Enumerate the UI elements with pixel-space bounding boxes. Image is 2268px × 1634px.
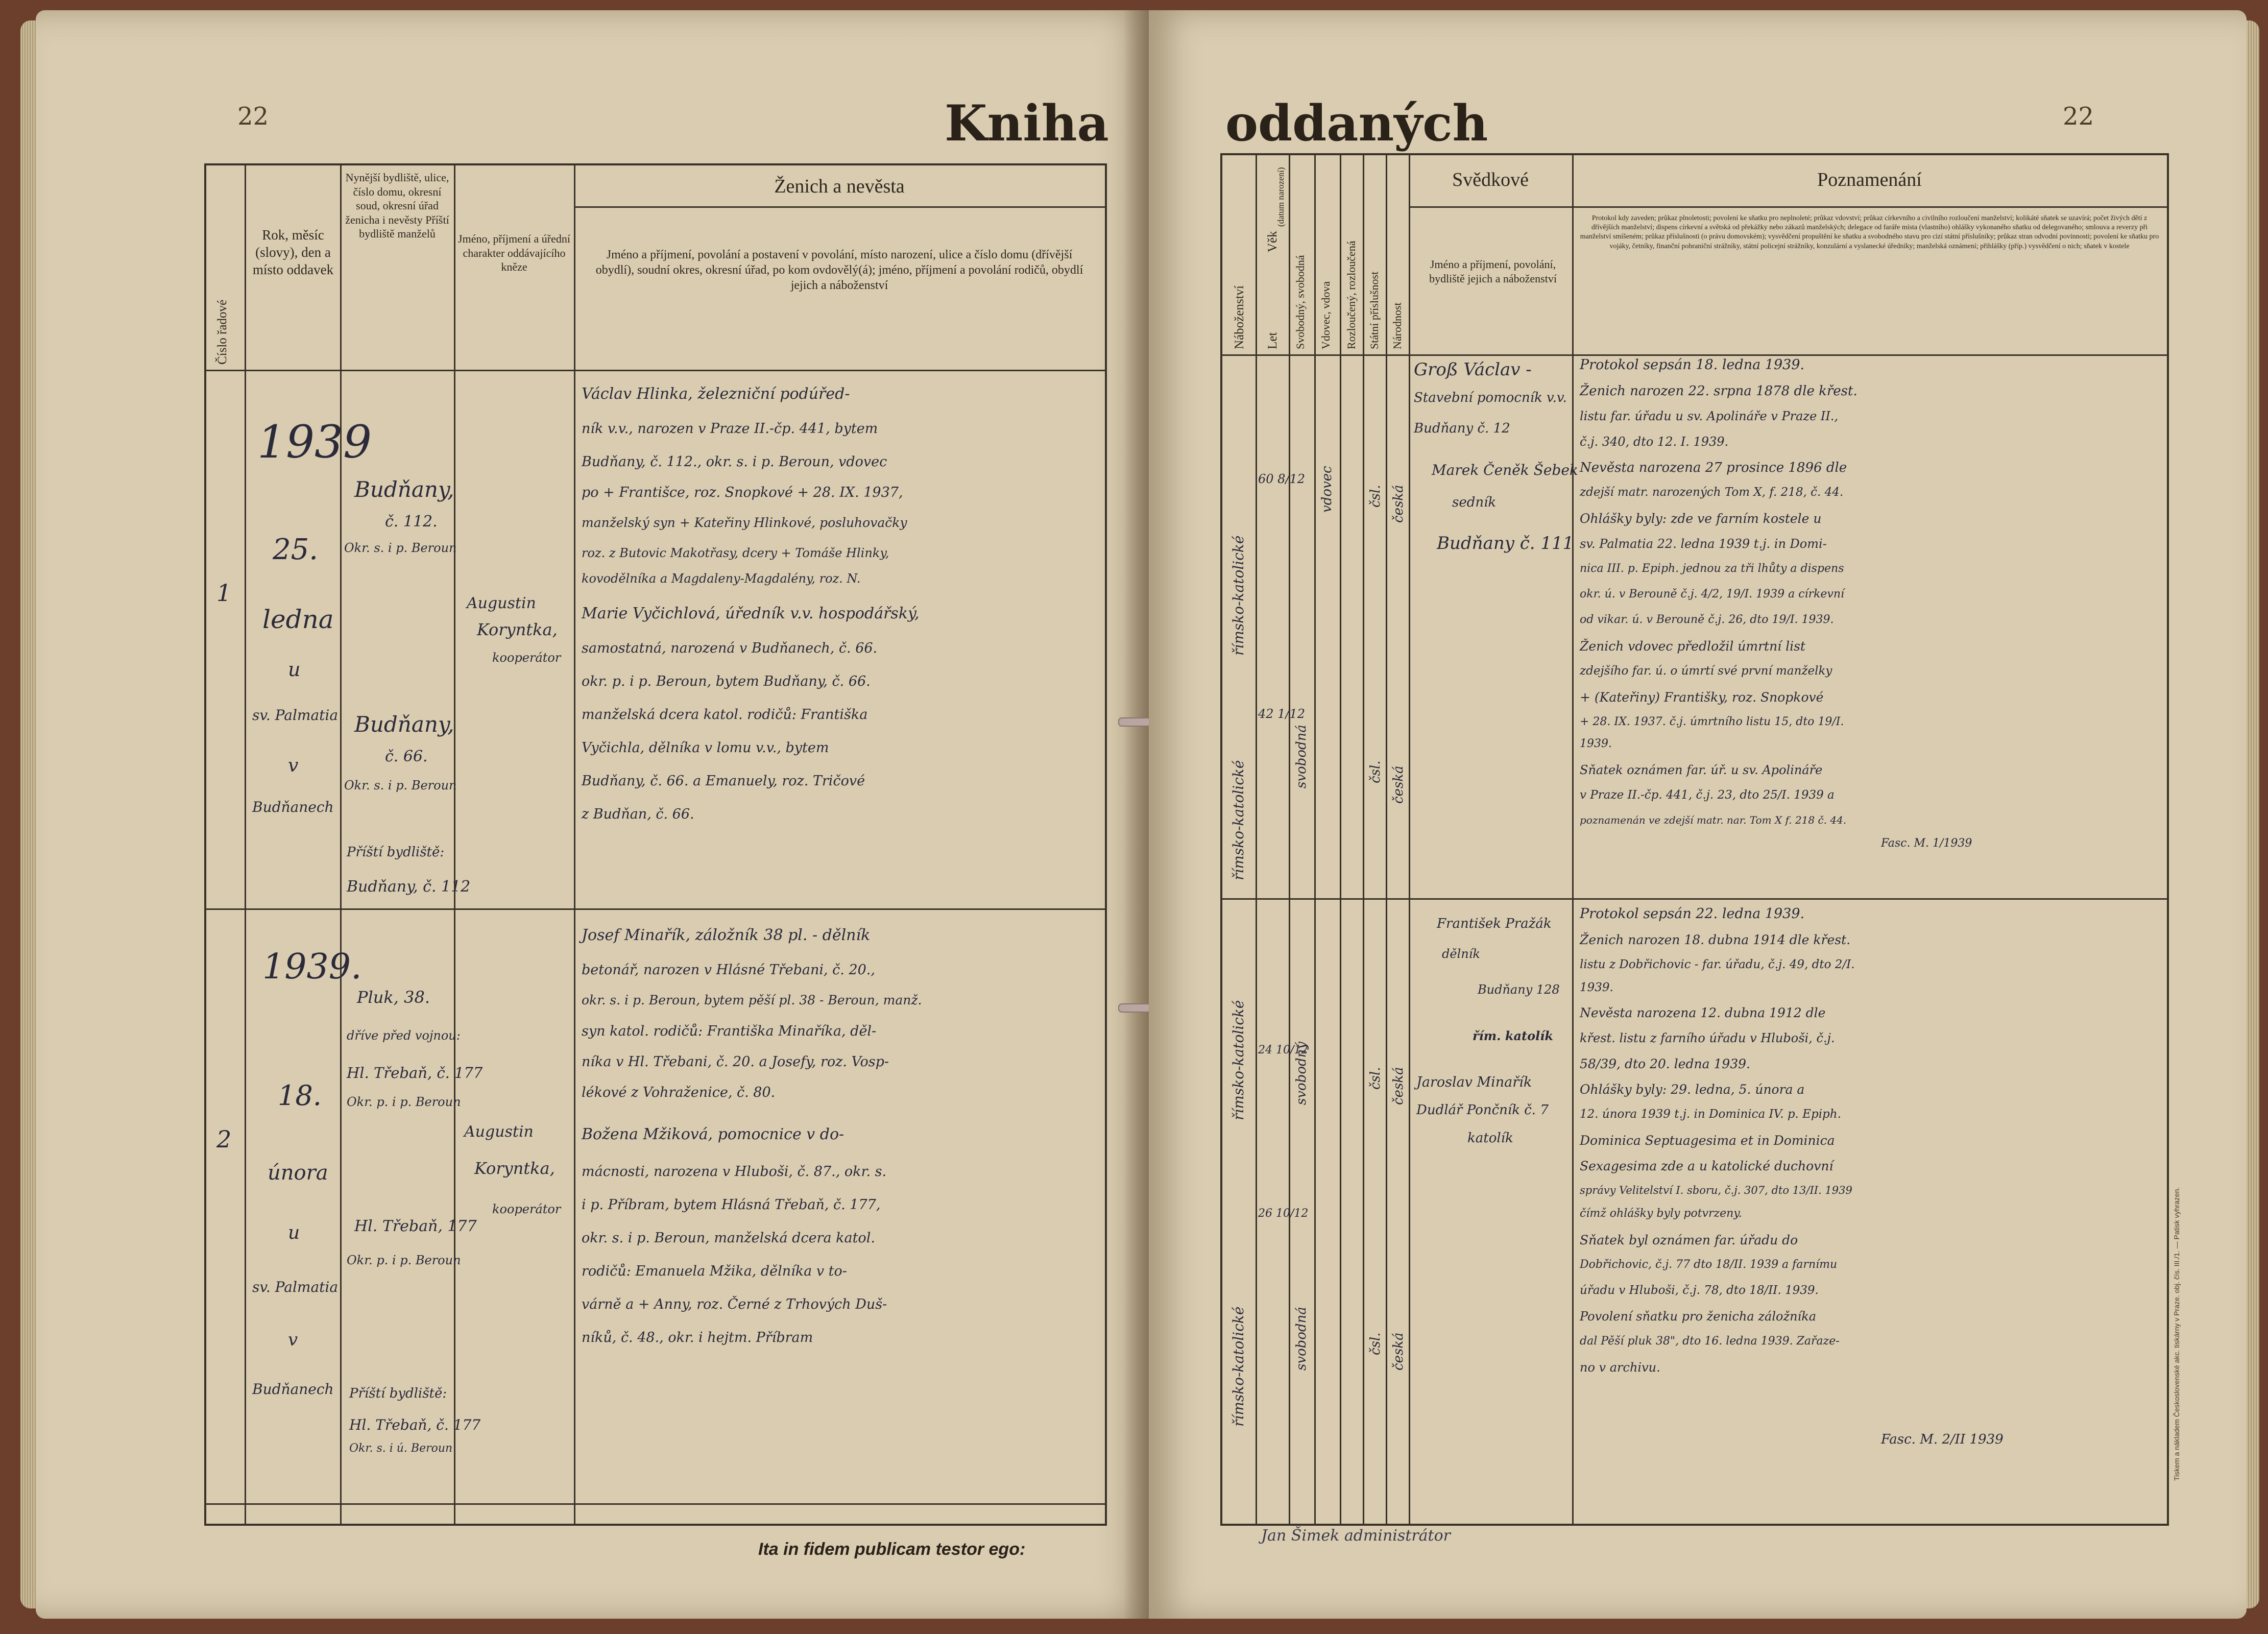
entry2-u: u (288, 1222, 300, 1243)
entry1-narod-zenich: česká (1391, 485, 1406, 523)
entry2-nevesta-line-7: níků, č. 48., okr. i hejtm. Příbram (582, 1330, 813, 1345)
entry1-svedek-6: Budňany č. 111 (1437, 533, 1574, 554)
header-zenich-desc: Jméno a příjmení, povolání a postavení v povolání, místo narození, ulice a číslo domu (dřívější obydlí), soudní okres, okresní úřad, po kom ovdovělý(á); jméno, příjmení a povolání rodičů, obydlí jejich a náboženství (595, 248, 1083, 292)
entry1-nevesta-line-2: samostatná, narozená v Budňanech, č. 66. (582, 640, 878, 656)
header-vek: Věk (1266, 231, 1280, 252)
entry1-pozn-9: nica III. p. Epiph. jednou za tři lhůty a dispens (1580, 562, 1844, 575)
entry1-pozn-8: sv. Palmatia 22. ledna 1939 t.j. in Domi- (1580, 537, 1827, 551)
entry1-u: u (288, 658, 301, 681)
entry2-zenich-line-6: lékové z Vohraženice, č. 80. (582, 1085, 776, 1100)
entry2-pozn-2: Ženich narozen 18. dubna 1914 dle křest. (1580, 932, 1851, 947)
entry2-pozn-16: úřadu v Hluboši, č.j. 78, dto 18/II. 1939. (1580, 1284, 1819, 1297)
entry2-cislo: 2 (216, 1125, 232, 1153)
entry1-stat-nevesta: čsl. (1368, 760, 1383, 783)
entry2-zenich-line-5: níka v Hl. Třebani, č. 20. a Josefy, roz. Vosp- (582, 1054, 889, 1070)
entry2-bydliste-nevesta-2: Okr. p. i p. Beroun (347, 1253, 461, 1267)
entry1-pozn-14: + (Kateřiny) Františky, roz. Snopkové (1580, 690, 1824, 705)
entry2-pozn-7: 58/39, dto 20. ledna 1939. (1580, 1056, 1751, 1071)
header-vdovec: Vdovec, vdova (1319, 281, 1332, 349)
entry1-zenich-line-7: kovodělníka a Magdaleny-Magdalény, roz. N. (582, 571, 861, 586)
entry2-pristi-3: Okr. s. i ú. Beroun (349, 1442, 453, 1455)
page-number-right: 22 (2063, 102, 2094, 131)
entry2-bydliste-nevesta-1: Hl. Třebaň, 177 (354, 1217, 477, 1235)
entry1-pozn-13: zdejšího far. ú. o úmrtí své první manželky (1580, 664, 1832, 678)
entry1-bydliste-nevesta-3: Okr. s. i p. Beroun (344, 778, 457, 792)
entry2-nevesta-line-6: várně a + Anny, roz. Černé z Trhových Duš- (582, 1296, 887, 1312)
entry2-zenich-line-2: betonář, narozen v Hlásné Třebani, č. 20., (582, 962, 875, 978)
header-statni: Státní příslušnost (1368, 271, 1381, 349)
entry1-pristi-1: Příští bydliště: (347, 845, 445, 860)
entry2-stat-nevesta: čsl. (1368, 1332, 1383, 1355)
entry1-svedek-4: Marek Čeněk Šebek (1432, 462, 1578, 478)
entry2-nevesta-line-3: i p. Příbram, bytem Hlásná Třebaň, č. 177, (582, 1197, 881, 1213)
entry2-nabozenstvi-zenich: římsko-katolické (1230, 1000, 1247, 1120)
entry1-pozn-20: Fasc. M. 1/1939 (1881, 837, 1972, 850)
entry1-misto2: Budňanech (252, 799, 334, 815)
register-table-right (1220, 153, 2169, 1526)
entry2-den: 18. (278, 1079, 322, 1112)
binding-thread-bottom (1118, 1003, 1151, 1013)
entry1-nevesta-line-5: Vyčichla, dělníka v lomu v.v., bytem (582, 740, 829, 756)
entry2-nevesta-line-4: okr. s. i p. Beroun, manželská dcera katol. (582, 1230, 875, 1246)
entry1-knez-3: kooperátor (492, 651, 561, 665)
entry1-pozn-10: okr. ú. v Berouně č.j. 4/2, 19/I. 1939 a církevní (1580, 588, 1845, 600)
entry2-pozn-4: 1939. (1580, 981, 1613, 994)
entry2-bydliste-zenich-3: Hl. Třebaň, č. 177 (347, 1064, 483, 1082)
entry2-narod-zenich: česká (1391, 1067, 1406, 1105)
entry1-pozn-18: v Praze II.-čp. 441, č.j. 23, dto 25/I. 1939 a (1580, 788, 1835, 802)
entry1-stav-zenich: vdovec (1319, 466, 1335, 513)
entry2-mesic: února (268, 1161, 328, 1185)
entry2-bydliste-zenich-1: Pluk, 38. (357, 988, 430, 1007)
entry1-zenich-line-2: ník v.v., narozen v Praze II.-čp. 441, bytem (582, 421, 878, 437)
entry2-pozn-13: čímž ohlášky byly potvrzeny. (1580, 1207, 1742, 1220)
entry1-narod-nevesta: česká (1391, 765, 1406, 804)
entry1-v: v (288, 755, 299, 776)
header-poznamenani-desc: Protokol kdy zaveden; průkaz plnoletosti; povolení ke sňatku pro neplnoleté; průkaz vdovství; průkaz církevního a civilního rozloučení manželství; kolikáté sňatek se uzavírá; počet živých dětí z dřívějších manželství; dispens církevní a světská od překážky nebo zákazů manželských; delegace od faráře místa (vlastního) ohlášky vykonaného sňatku od delegovaného; smlouva a reverzy při manželství smíšeném; průkaz příslušnosti (o právu domovském); vysvědčení propuštění ke sňatku a svobodného stavu pro cizí státní příslušníky; průkaz stran odvodní povinnosti; povolení ke sňatku pro vojáky, četníky, finanční pohraniční strážníky, státní policejní strážníky, konzulární a vyslanecké úředníky; manželská oznámení; přihlášky (příp.) vysvědčení o nich; sňatek v kostele (1580, 214, 2159, 250)
entry2-vek-nevesta: 26 10/12 (1258, 1207, 1309, 1220)
entry1-vek-nevesta: 42 1/12 (1258, 707, 1306, 721)
entry1-cislo: 1 (216, 579, 232, 607)
entry1-bydliste-zenich-1: Budňany, (354, 477, 454, 502)
title-left: Kniha (945, 94, 1109, 152)
header-let: Let (1266, 332, 1280, 349)
entry2-pozn-6: křest. listu z farního úřadu v Hluboši, č.j. (1580, 1031, 1835, 1045)
header-svobodny: Svobodný, svobodná (1294, 255, 1307, 349)
entry2-pristi-1: Příští bydliště: (349, 1386, 447, 1401)
entry2-pristi-2: Hl. Třebaň, č. 177 (349, 1416, 481, 1433)
header-cislo: Číslo řadové (215, 299, 229, 365)
entry2-svedek-4: řím. katolík (1473, 1028, 1554, 1043)
entry2-stat-zenich: čsl. (1368, 1067, 1383, 1090)
entry1-pozn-16: 1939. (1580, 737, 1612, 750)
entry2-pozn-12: správy Velitelství I. sboru, č.j. 307, dto 13/II. 1939 (1580, 1184, 1852, 1196)
entry2-nabozenstvi-nevesta: římsko-katolické (1230, 1306, 1247, 1427)
entry2-rok: 1939. (262, 947, 362, 987)
entry2-pozn-14: Sňatek byl oznámen far. úřadu do (1580, 1233, 1798, 1247)
entry1-pozn-3: listu far. úřadu u sv. Apolináře v Praze II., (1580, 409, 1839, 423)
entry2-misto1: sv. Palmatia (252, 1279, 339, 1295)
header-rok: Rok, měsíc (slovy), den a místo oddavek (252, 227, 334, 277)
entry1-svedek-3: Budňany č. 12 (1414, 421, 1510, 436)
entry1-zenich-line-3: Budňany, č. 112., okr. s. i p. Beroun, vdovec (582, 454, 887, 470)
entry2-pozn-10: Dominica Septuagesima et in Dominica (1580, 1133, 1835, 1148)
register-table-left (204, 163, 1107, 1526)
entry2-zenich-line-3: okr. s. i p. Beroun, bytem pěší pl. 38 - Beroun, manž. (582, 993, 922, 1007)
entry2-vek-zenich: 24 10/12 (1258, 1044, 1309, 1056)
entry1-nevesta-line-4: manželská dcera katol. rodičů: Františka (582, 707, 868, 723)
entry2-knez-2: Koryntka, (474, 1159, 555, 1178)
signature: Jan Šimek administrátor (1261, 1527, 1451, 1545)
entry1-pozn-1: Protokol sepsán 18. ledna 1939. (1580, 357, 1805, 373)
entry1-zenich-line-1: Václav Hlinka, železniční podúřed- (582, 385, 850, 403)
binding-thread-top (1118, 717, 1151, 727)
entry1-svedek-1: Groß Václav - (1414, 359, 1532, 380)
title-right: oddaných (1225, 94, 1488, 152)
header-vek-note: (datum narození) (1276, 167, 1286, 227)
entry1-pozn-2: Ženich narozen 22. srpna 1878 dle křest. (1580, 383, 1857, 399)
printer-note: Tiskem a nákladem Československé akc. tiskárny v Praze. obj. čís. III./1. — Patisk vyhrazen. (2173, 1187, 2181, 1481)
entry1-zenich-line-4: po + Františce, roz. Snopkové + 28. IX. 1937, (582, 485, 903, 500)
entry2-pozn-18: dal Pěší pluk 38", dto 16. ledna 1939. Zařaze- (1580, 1335, 1840, 1348)
entry2-v: v (288, 1330, 298, 1350)
entry1-pozn-4: č.j. 340, dto 12. I. 1939. (1580, 435, 1729, 449)
entry2-knez-1: Augustin (464, 1123, 534, 1141)
entry1-pristi-2: Budňany, č. 112 (347, 878, 471, 896)
entry2-stav-nevesta: svobodná (1294, 1307, 1309, 1371)
entry1-pozn-19: poznamenán ve zdejší matr. nar. Tom X f. 218 č. 44. (1580, 814, 1847, 826)
left-page (36, 10, 1149, 1619)
entry2-pozn-3: listu z Dobřichovic - far. úřadu, č.j. 49, dto 2/I. (1580, 958, 1855, 971)
entry2-pozn-19: no v archivu. (1580, 1360, 1660, 1375)
entry2-svedek-2: dělník (1442, 947, 1480, 961)
entry2-pozn-20: Fasc. M. 2/II 1939 (1881, 1432, 2004, 1447)
entry1-vek-zenich: 60 8/12 (1258, 472, 1306, 486)
entry1-knez-2: Koryntka, (477, 620, 558, 639)
entry1-bydliste-zenich-2: č. 112. (385, 513, 438, 531)
entry2-pozn-9: 12. února 1939 t.j. in Dominica IV. p. Epiph. (1580, 1108, 1841, 1121)
entry1-zenich-line-5: manželský syn + Kateřiny Hlinkové, posluhovačky (582, 515, 907, 530)
right-page (1149, 10, 2247, 1619)
entry1-nevesta-line-1: Marie Vyčichlová, úředník v.v. hospodářský, (582, 605, 920, 622)
entry2-knez-3: kooperátor (492, 1202, 561, 1216)
entry2-svedek-3: Budňany 128 (1478, 982, 1560, 997)
entry2-pozn-1: Protokol sepsán 22. ledna 1939. (1580, 906, 1805, 922)
entry1-rok: 1939 (257, 416, 372, 468)
entry1-svedek-2: Stavební pomocník v.v. (1414, 390, 1567, 405)
entry2-pozn-17: Povolení sňatku pro ženicha záložníka (1580, 1309, 1817, 1324)
entry2-nevesta-line-5: rodičů: Emanuela Mžika, dělníka v to- (582, 1263, 847, 1279)
entry1-stav-nevesta: svobodná (1294, 725, 1309, 788)
header-svedkove-desc: Jméno a příjmení, povolání, bydliště jejich a náboženství (1429, 258, 1557, 285)
header-rozloucen: Rozloučený, rozloučená (1345, 241, 1358, 349)
entry1-den: 25. (273, 533, 319, 566)
entry1-pozn-12: Ženich vdovec předložil úmrtní list (1580, 639, 1805, 654)
header-poznamenani-title: Poznamenání (1817, 169, 1922, 190)
entry2-bydliste-zenich-2: dříve před vojnou: (347, 1028, 461, 1043)
entry2-stav-zenich: svobodný (1294, 1041, 1309, 1105)
entry1-pozn-7: Ohlášky byly: zde ve farním kostele u (1580, 511, 1822, 526)
entry1-nevesta-line-7: z Budňan, č. 66. (582, 806, 694, 822)
entry1-mesic: ledna (262, 605, 334, 634)
entry1-nabozenstvi-nevesta: římsko-katolické (1230, 760, 1247, 880)
entry1-stat-zenich: čsl. (1368, 485, 1383, 508)
entry2-pozn-5: Nevěsta narozena 12. dubna 1912 dle (1580, 1005, 1826, 1020)
entry2-bydliste-zenich-4: Okr. p. i p. Beroun (347, 1095, 461, 1109)
entry1-zenich-line-6: roz. z Butovic Makotřasy, dcery + Tomáše Hlinky, (582, 546, 889, 560)
entry1-pozn-6: zdejší matr. narozených Tom X, f. 218, č. 44. (1580, 486, 1844, 499)
header-nabozenstvi: Náboženství (1233, 285, 1246, 349)
entry2-pozn-15: Dobřichovic, č.j. 77 dto 18/II. 1939 a farnímu (1580, 1258, 1838, 1271)
entry1-pozn-17: Sňatek oznámen far. úř. u sv. Apolináře (1580, 763, 1823, 777)
entry2-svedek-7: katolík (1467, 1131, 1513, 1146)
entry2-svedek-1: František Pražák (1437, 916, 1552, 931)
header-knez: Jméno, příjmení a úřední charakter oddávajícího kněze (458, 232, 570, 273)
header-narodnost: Národnost (1391, 302, 1404, 349)
header-bydliste: Nynější bydliště, ulice, číslo domu, okresní soud, okresní úřad ženicha i nevěsty Příští bydliště manželů (345, 171, 449, 240)
entry1-pozn-11: od vikar. ú. v Berouně č.j. 26, dto 19/I. 1939. (1580, 613, 1834, 626)
entry2-pozn-8: Ohlášky byly: 29. ledna, 5. února a (1580, 1082, 1805, 1097)
entry2-svedek-5: Jaroslav Minařík (1416, 1074, 1532, 1090)
entry1-svedek-5: sedník (1452, 495, 1497, 510)
entry1-bydliste-nevesta-1: Budňany, (354, 712, 454, 737)
entry1-nabozenstvi-zenich: římsko-katolické (1230, 535, 1247, 656)
header-svedkove-title: Svědkové (1452, 169, 1529, 190)
entry1-misto1: sv. Palmatia (252, 707, 339, 724)
entry2-pozn-11: Sexagesima zde a u katolické duchovní (1580, 1159, 1833, 1173)
entry1-knez-1: Augustin (467, 594, 536, 612)
entry2-nevesta-line-2: mácnosti, narozena v Hluboši, č. 87., okr. s. (582, 1164, 887, 1180)
entry1-pozn-15: + 28. IX. 1937. č.j. úmrtního listu 15, dto 19/I. (1580, 715, 1844, 728)
entry1-nevesta-line-6: Budňany, č. 66. a Emanuely, roz. Tričové (582, 773, 865, 789)
entry2-zenich-line-4: syn katol. rodičů: Františka Minaříka, děl- (582, 1023, 877, 1039)
entry2-zenich-line-1: Josef Minařík, záložník 38 pl. - dělník (582, 926, 871, 944)
entry1-bydliste-nevesta-2: č. 66. (385, 748, 428, 765)
entry2-misto2: Budňanech (252, 1381, 334, 1398)
entry2-nevesta-line-1: Božena Mžiková, pomocnice v do- (582, 1125, 845, 1143)
entry1-pozn-5: Nevěsta narozena 27 prosince 1896 dle (1580, 460, 1847, 475)
entry2-narod-nevesta: česká (1391, 1332, 1406, 1371)
header-zenich-title: Ženich a nevěsta (774, 176, 905, 197)
attestation-text: Ita in fidem publicam testor ego: (758, 1540, 1026, 1559)
page-number-left: 22 (237, 102, 269, 131)
entry1-bydliste-zenich-3: Okr. s. i p. Beroun (344, 541, 457, 555)
entry2-svedek-6: Dudlář Pončník č. 7 (1416, 1102, 1549, 1118)
entry1-nevesta-line-3: okr. p. i p. Beroun, bytem Budňany, č. 66. (582, 674, 871, 689)
